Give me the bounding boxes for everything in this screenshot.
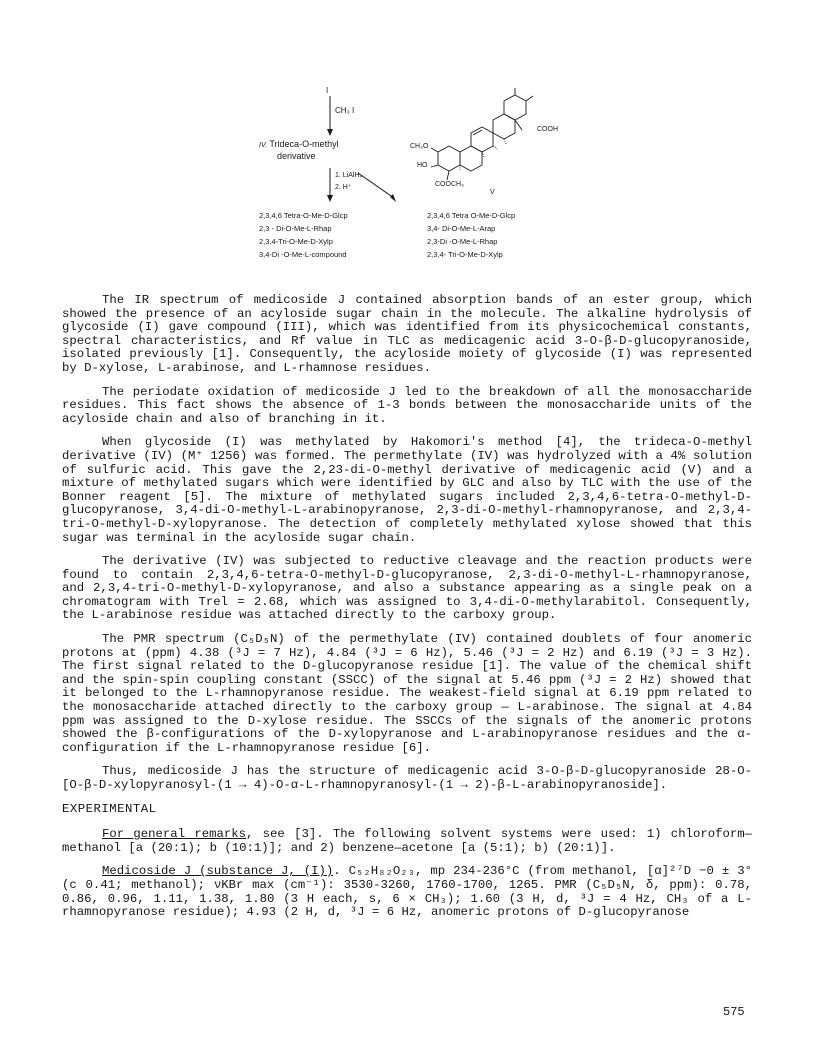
derivative-roman: IV. [259,142,268,149]
paragraph-medicoside-j [62,865,752,919]
section-heading-experimental: EXPERIMENTAL [62,801,157,816]
page-number: 575 [723,1005,745,1019]
paragraph-pmr-spectrum: The PMR spectrum (C₅D₅N) of the permethylate (IV) contained doublets of four anomeric protons at (ppm) 4.38 (³J = 7 Hz), 4.84 (³J = 6 Hz), 5.46 (³J = 2 Hz) and 6.19 (³J = 3 Hz). The first signal related to the D-glucopyranose residue [1]. The value of the chemical shift and the spin-spin coupling constant (SSCC) of the signal at 5.46 ppm (³J = 2 Hz) showed that it belonged to the L-rhamnopyranose residue. The weakest-field signal at 6.19 ppm related to the monosaccharide attached directly to the carboxy group — L-arabinose. The signal at 4.84 ppm was assigned to the D-xylose residue. The SSCCs of the signals of the anomeric protons showed the β-configurations of the D-xylopyranose and L-arabinopyranose residues and the α-configuration if the L-rhamnopyranose residue [6]. [62,632,752,755]
medicagenic-acid-structure [431,88,533,180]
reaction-scheme [255,86,595,272]
paragraph-general-remarks [62,828,752,855]
general-remarks-lead: For general remarks [102,827,246,842]
product-left-item: 2,3,4,6 Tetra-O-Me-D-Glcp [259,211,348,220]
product-right-item: 2,3,4- Tri-O-Me-D-Xylp [427,250,503,259]
product-left-item: 2,3 - Di-O-Me-L-Rhap [259,224,332,233]
structure-ch3o-label: CH₃O [410,143,429,150]
derivative-name-line2: derivative [277,151,316,161]
paragraph-structure-conclusion: Thus, medicoside J has the structure of medicagenic acid 3-O-β-D-glucopyranoside 28-O-[O-β-D-xylopyranosyl-(1 → 4)-O-α-L-rhamnopyranosyl-(1 → 2)-β-L-arabinopyranoside]. [62,764,752,792]
derivative-name-line1: Trideca-O-methyl [269,139,339,149]
products-right-list [427,209,515,261]
product-right-item: 2,3,4,6 Tetra O-Me-D-Glcp [427,211,516,220]
structure-cooh-label: COOH [537,126,558,133]
paragraph-methylation: When glycoside (I) was methylated by Hakomori's method [4], the trideca-O-methyl derivative (IV) (M⁺ 1256) was formed. The permethylate (IV) was hydrolyzed with a 4% solution of sulfuric acid. This gave the 2,23-di-O-methyl derivative of medicagenic acid (V) and a mixture of methylated sugars which were identified by GLC and also by TLC with the use of the Bonner reagent [5]. The mixture of methylated sugars included 2,3,4,6-tetra-O-methyl-D-glucopyranose, 3,4-di-O-methyl-L-arabinopyranose, 2,3-di-O-methyl-rhamnopyranose, and 2,3,4-tri-O-methyl-D-xylopyranose. The detection of completely methylated xylose showed that this sugar was terminal in the acyloside sugar chain. [62,435,752,545]
product-right-item: 3,4- Di-O-Me-L-Arap [427,224,496,233]
arrow-hydrolysis [358,173,394,198]
medicoside-j-lead: Medicoside J (substance J, (I)) [102,864,334,879]
paragraph-ir-spectrum: The IR spectrum of medicoside J contained absorption bands of an ester group, which showed the presence of an acyloside sugar chain in the molecule. The alkaline hydrolysis of glycoside (I) gave compound (III), which was identified from its physicochemical constants, spectral characteristics, and Rf value in TLC as medicagenic acid 3-O-β-D-glucopyranoside, isolated previously [1]. Consequently, the acyloside moiety of glycoside (I) was represented by D-xylose, L-arabinose, and L-rhamnose residues. [62,293,752,375]
product-left-item: 2,3,4-Tri-O-Me-D-Xylp [259,237,333,246]
methylation-reagent: CH₃ I [335,106,355,115]
products-left-list [259,209,348,261]
structure-roman-label: V [490,189,495,196]
product-right-item: 2,3-Di -O-Me-L-Rhap [427,237,498,246]
start-compound-label: I [326,86,329,95]
derivative-label [259,139,339,151]
product-left-item: 3,4-Di -O-Me-L-compound [259,250,347,259]
general-remarks-text: , see [3]. The following solvent systems were used: 1) chloroform—methanol [a (20:1); b (10:1)]; and 2) benzene—acetone [a (5:1); b) (20:1)]. [62,827,752,855]
structure-ho-label: HO [417,162,428,169]
paragraph-periodate-oxidation: The periodate oxidation of medicoside J led to the breakdown of all the monosaccharide residues. This fact shows the absence of 1-3 bonds between the monosaccharide units of the acyloside chain and also of branching in it. [62,384,752,426]
medicoside-j-text: . C₅₂H₈₂O₂₃, mp 234-236°C (from methanol, [α]²⁷D −0 ± 3° (c 0.41; methanol); νKBr max (cm⁻¹): 3530-3260, 1760-1700, 1265. PMR (C₅D₅N, δ, ppm): 0.78, 0.86, 0.96, 1.11, 1.38, 1.80 (3 H each, s, 6 × CH₃); 1.60 (3 H, d, ³J = 4 Hz, CH₃ of a L-rhamnopyranose residue); 4.93 (2 H, d, ³J = 6 Hz, anomeric protons of D-glucopyranose [62,864,752,920]
reduction-reagent-1: 1. LiAlH₄ [335,172,363,179]
reduction-reagent-2: 2. H⁺ [335,184,352,191]
article-body [62,294,752,930]
paragraph-reductive-cleavage: The derivative (IV) was subjected to reductive cleavage and the reaction products were found to contain 2,3,4,6-tetra-O-methyl-D-glucopyranose, 2,3-di-O-methyl-L-rhamnopyranose, and 2,3,4-tri-O-methyl-D-xylopyranose, and also a substance appearing as a single peak on a chromatogram with Trel = 2.68, which was assigned to 3,4-di-O-methylarabitol. Consequently, the L-arabinose residue was attached directly to the carboxy group. [62,554,752,623]
structure-cooch3-label: COOCH₃ [435,181,464,188]
